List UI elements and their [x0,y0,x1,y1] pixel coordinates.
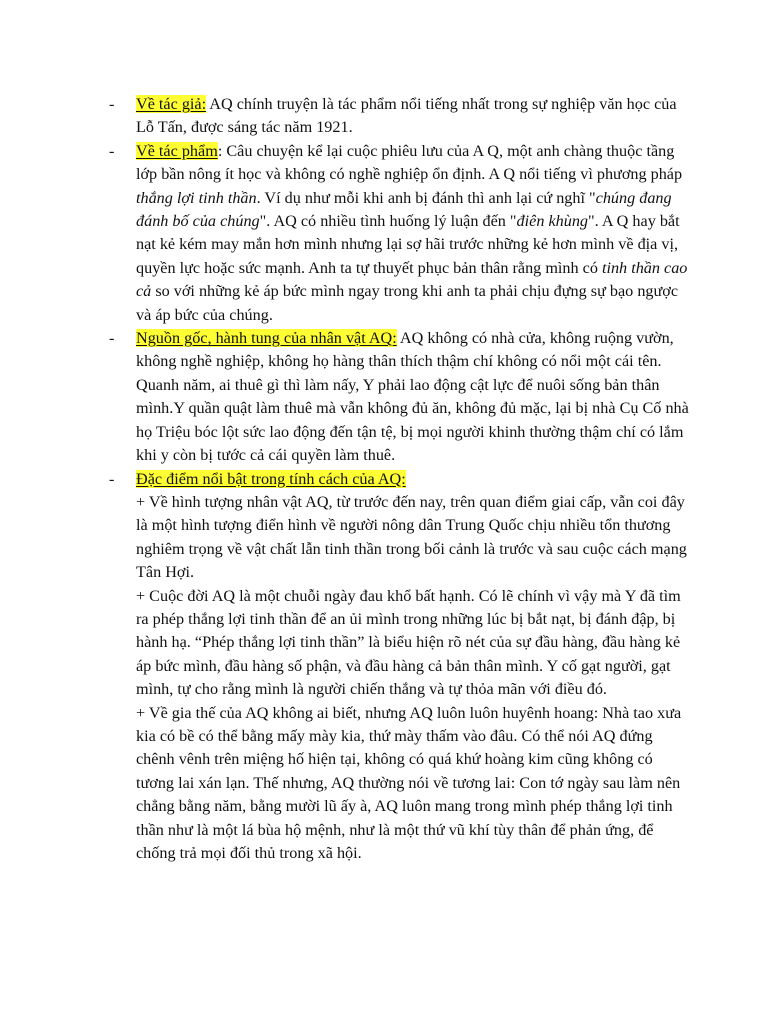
italic-phrase: điên khùng [516,212,589,231]
bullet-dash: - [109,469,115,488]
text-segment: ". A Q hay bắt nạt kẻ kém may mắn hơn mình nhưng lại sợ hãi trước những kẻ hơn mình về địa vị, quyền lực hoặc sức mạnh. Anh ta tự thuyết phục bản thân rằng mình có [136,212,680,277]
list-item-nguon-goc [109,327,689,467]
text-segment: : Câu chuyện kể lại cuộc phiêu lưu của A Q, một anh chàng thuộc tầng lớp bần nông ít học và không có nghề nghiệp ổn định. A Q nổi tiếng vì phương pháp [136,141,683,184]
text-tac-gia: AQ chính truyện là tác phẩm nổi tiếng nhất trong sự nghiệp văn học của Lỗ Tấn, được sáng tác năm 1921. [136,95,677,137]
heading-nguon-goc: Nguồn gốc, hành tung của nhân vật AQ: [136,329,397,348]
paragraph-cuoc-doi: + Cuộc đời AQ là một chuỗi ngày đau khổ bất hạnh. Có lẽ chính vì vậy mà Y đã tìm ra phép thắng lợi tinh thần để an ủi mình trong những lúc bị bắt nạt, bị đánh đập, bị hành hạ. “Phép thắng lợi tinh thần” là biểu hiện rõ nét của sự đầu hàng, đầu hàng kẻ áp bức mình, đầu hàng số phận, và đầu hàng cả bản thân mình. Y cố gạt người, gạt mình, tự cho rằng mình là người chiến thắng và tự thỏa mãn với điều đó. [136,586,681,699]
paragraph-gia-the: + Về gia thế của AQ không ai biết, nhưng AQ luôn luôn huyênh hoang: Nhà tao xưa kia có bề có thể bằng mấy mày kia, thứ mày thấm vào đâu. Có thể nói AQ đứng chênh vênh trên miệng hố hiện tại, không có quá khứ hoàng kim cũng không có tương lai xán lạn. Thế nhưng, AQ thường nói về tương lai: Con tớ ngày sau làm nên chẳng bằng năm, bằng mười lũ ấy à, AQ luôn mang trong mình phép thắng lợi tinh thần như là một lá bùa hộ mệnh, như là một thứ vũ khí tùy thân để phản ứng, để chống trả mọi đối thủ trong xã hội. [136,703,682,862]
italic-phrase: tinh thần cao cả [136,258,688,301]
heading-tac-gia: Về tác giả: [136,95,207,113]
italic-phrase: chúng đang đánh bố của chúng [136,188,672,231]
list-item-tac-pham [109,140,689,327]
paragraph-hinh-tuong: + Về hình tượng nhân vật AQ, từ trước đến nay, trên quan điểm giai cấp, vẫn coi đây là một hình tượng điển hình về người nông dân Trung Quốc chịu nhiều tổn thương nghiêm trọng về vật chất lẫn tinh thần trong bối cảnh là trước và sau cuộc cách mạng Tân Hợi. [136,492,687,582]
list-item-tac-gia [109,93,689,140]
text-segment: so với những kẻ áp bức mình ngay trong khi anh ta phải chịu đựng sự bạo ngược và áp bức của chúng. [136,282,679,324]
bullet-dash: - [109,95,115,113]
list-item-dac-diem [109,468,689,866]
text-segment: ". AQ có nhiều tình huống lý luận đến " [259,212,517,231]
italic-phrase: thắng lợi tinh thần [136,188,257,207]
heading-dac-diem: Đặc điểm nổi bật trong tính cách của AQ: [136,469,406,488]
heading-tac-pham: Về tác phẩm [136,141,218,160]
bullet-dash: - [109,329,115,348]
bullet-dash: - [109,141,115,160]
text-nguon-goc: AQ không có nhà cửa, không ruộng vườn, không nghề nghiệp, không họ hàng thân thích thậm chí không có nổi một cái tên. Quanh năm, ai thuê gì thì làm nấy, Y phải lao động cật lực để nuôi sống bản thân mình.Y quần quật làm thuê mà vẫn không đủ ăn, không đủ mặc, lại bị nhà Cụ Cố nhà họ Triệu bóc lột sức lao động đến tận tệ, bị mọi người khinh thường thậm chí có lắm khi y còn bị tước cả cái quyền làm thuê. [136,329,689,465]
document-body [109,93,689,865]
text-segment: . Ví dụ như mỗi khi anh bị đánh thì anh lại cứ nghĩ " [256,188,596,207]
